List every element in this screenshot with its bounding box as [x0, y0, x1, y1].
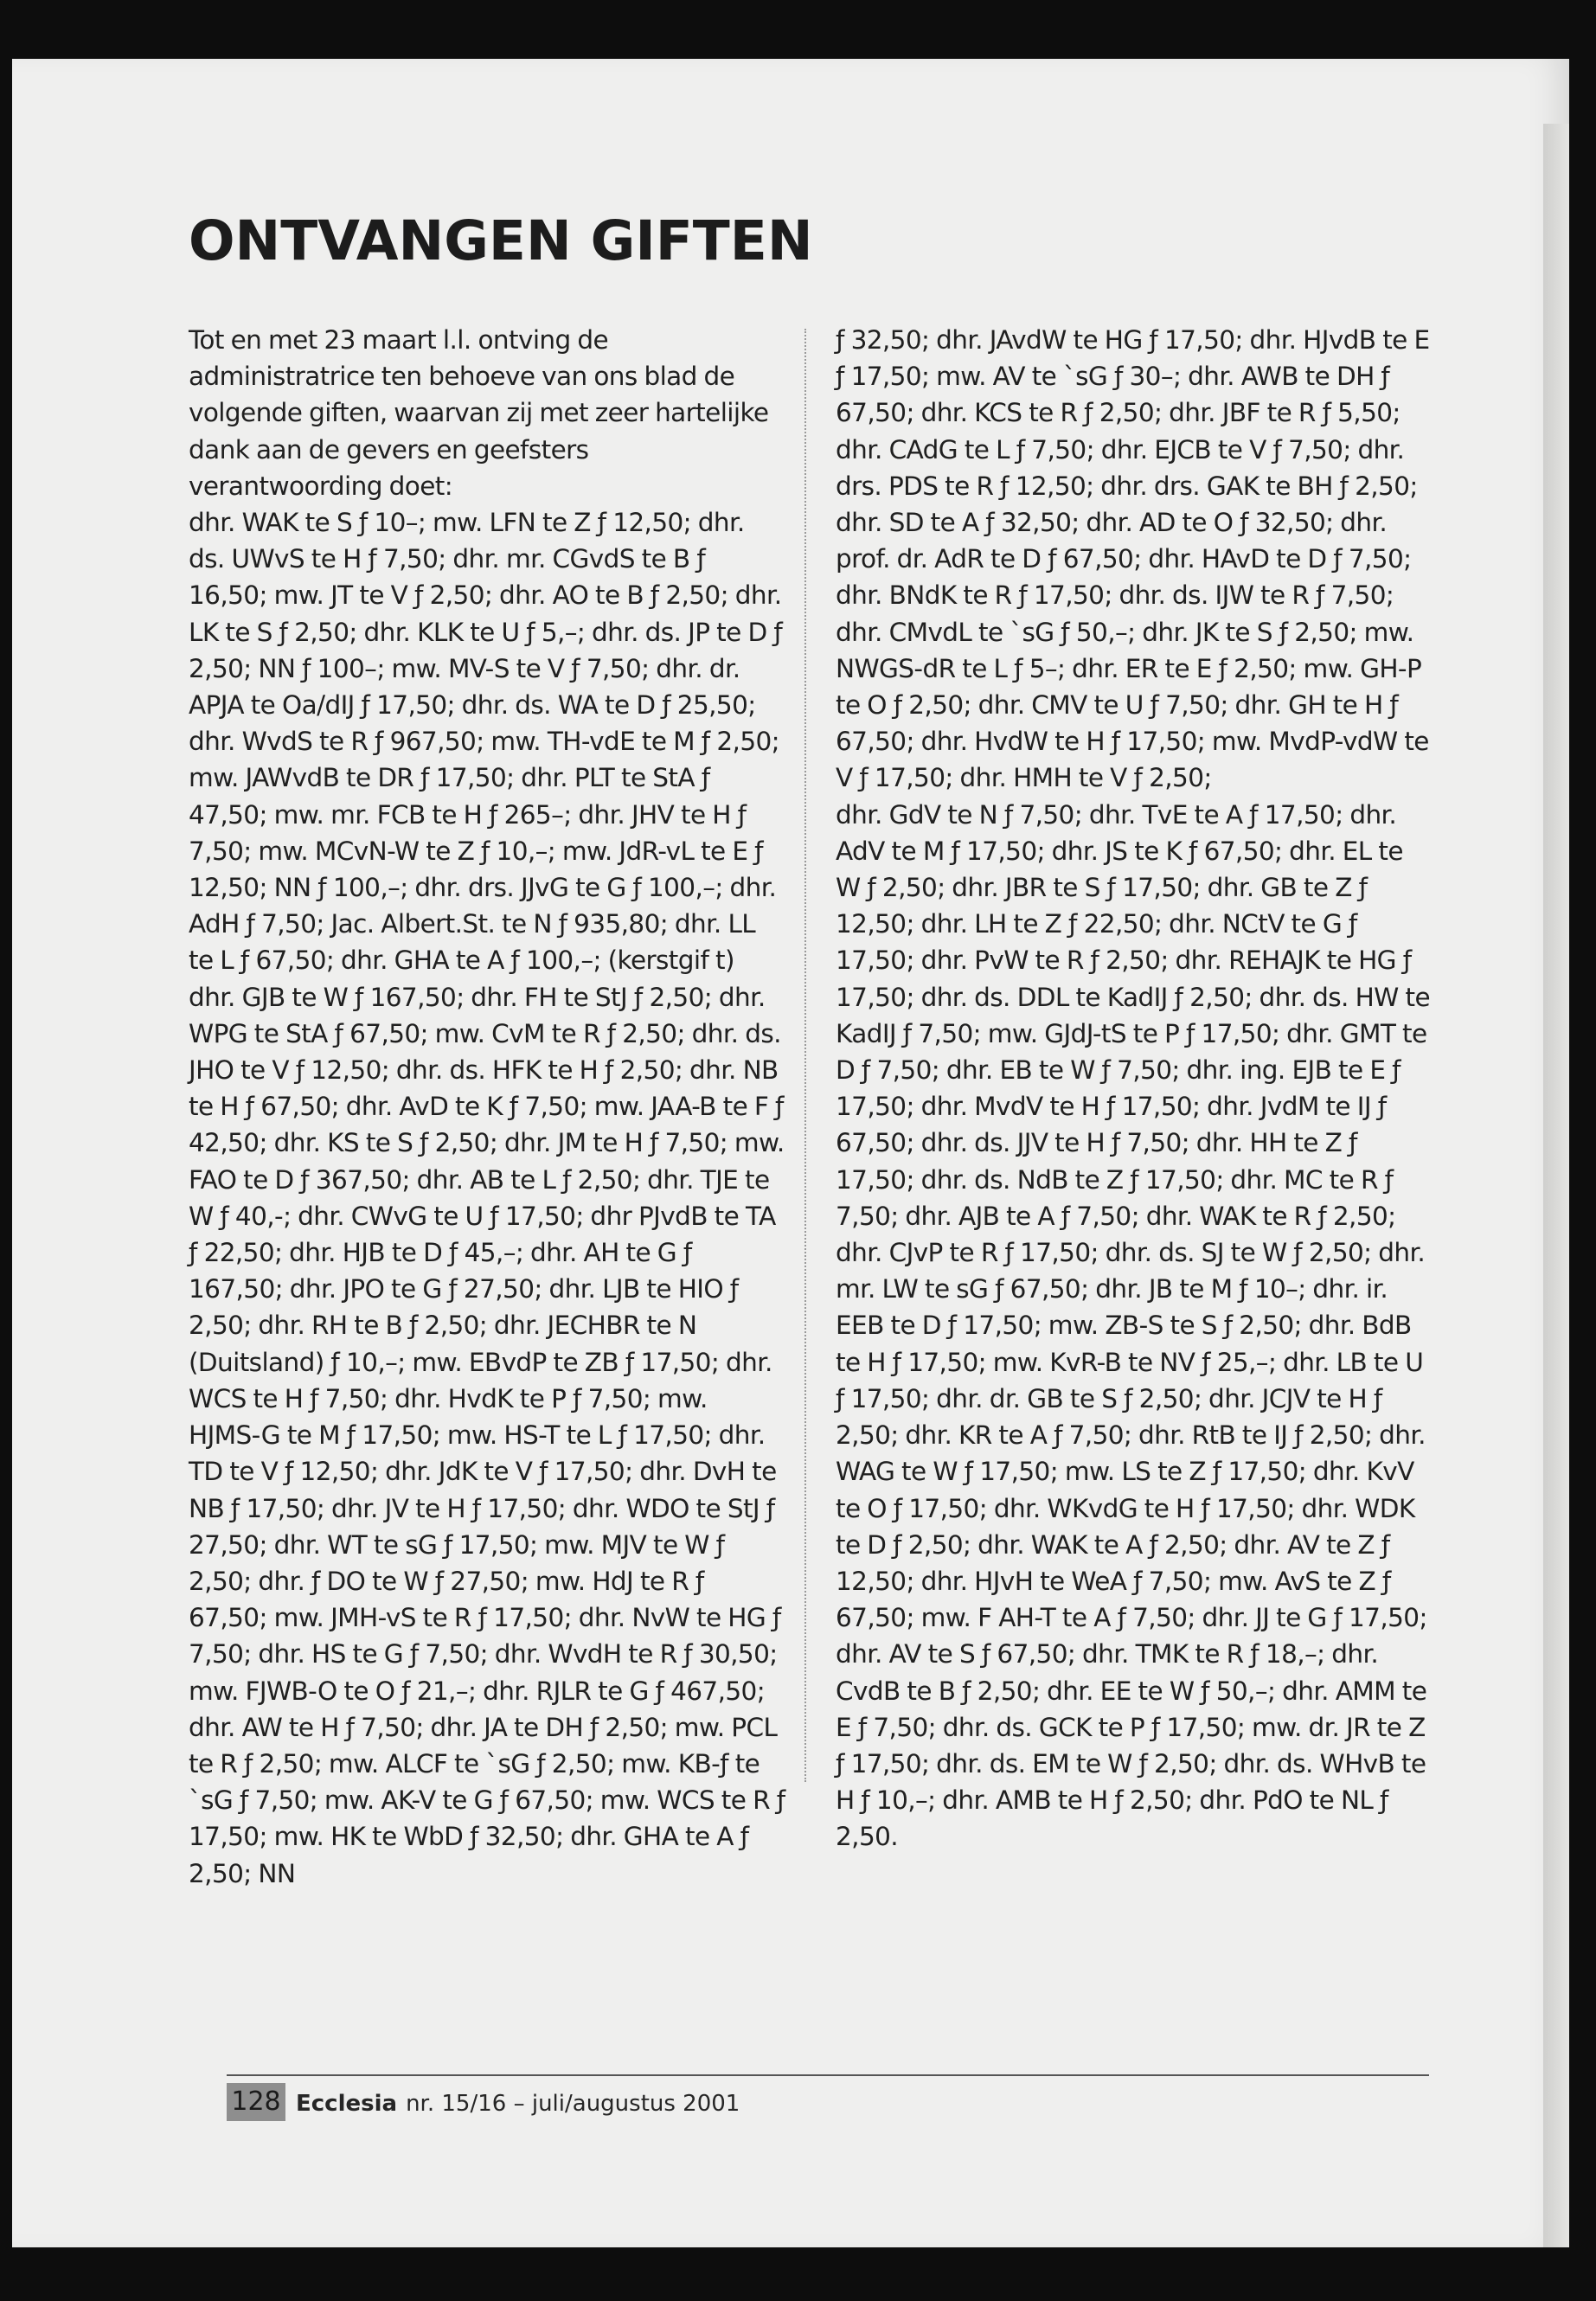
scan-border-bottom [0, 2247, 1596, 2301]
donations-list-right-1: ƒ 32,50; dhr. JAvdW te HG ƒ 17,50; dhr. HJvdB te E ƒ 17,50; mw. AV te `sG ƒ 30–; dhr. AWB te DH ƒ 67,50; dhr. KCS te R ƒ 2,50; dhr. JBF te R ƒ 5,50; dhr. CAdG te L ƒ 7,50; dhr. EJCB te V ƒ 7,50; dhr. drs. PDS te R ƒ 12,50; dhr. drs. GAK te BH ƒ 2,50; dhr. SD te A ƒ 32,50; dhr. AD te O ƒ 32,50; dhr. prof. dr. AdR te D ƒ 67,50; dhr. HAvD te D ƒ 7,50; dhr. BNdK te R ƒ 17,50; dhr. ds. IJW te R ƒ 7,50; dhr. CMvdL te `sG ƒ 50,–; dhr. JK te S ƒ 2,50; mw. NWGS-dR te L ƒ 5–; dhr. ER te E ƒ 2,50; mw. GH-P te O ƒ 2,50; dhr. CMV te U ƒ 7,50; dhr. GH te H ƒ 67,50; dhr. HvdW te H ƒ 17,50; mw. MvdP-vdW te V ƒ 17,50; dhr. HMH te V ƒ 2,50; [836, 325, 1430, 793]
donations-list-right-2: dhr. GdV te N ƒ 7,50; dhr. TvE te A ƒ 17,50; dhr. AdV te M ƒ 17,50; dhr. JS te K ƒ 67,50; dhr. EL te W ƒ 2,50; dhr. JBR te S ƒ 17,50; dhr. GB te Z ƒ 12,50; dhr. LH te Z ƒ 22,50; dhr. NCtV te G ƒ 17,50; dhr. PvW te R ƒ 2,50; dhr. REHAJK te HG ƒ 17,50; dhr. ds. DDL te KadIJ ƒ 2,50; dhr. ds. HW te KadIJ ƒ 7,50; mw. GJdJ-tS te P ƒ 17,50; dhr. GMT te D ƒ 7,50; dhr. EB te W ƒ 7,50; dhr. ing. EJB te E ƒ 17,50; dhr. MvdV te H ƒ 17,50; dhr. JvdM te IJ ƒ 67,50; dhr. ds. JJV te H ƒ 7,50; dhr. HH te Z ƒ 17,50; dhr. ds. NdB te Z ƒ 17,50; dhr. MC te R ƒ 7,50; dhr. AJB te A ƒ 7,50; dhr. WAK te R ƒ 2,50; dhr. CJvP te R ƒ 17,50; dhr. ds. SJ te W ƒ 2,50; dhr. mr. LW te sG ƒ 67,50; dhr. JB te M ƒ 10–; dhr. ir. EEB te D ƒ 17,50; mw. ZB-S te S ƒ 2,50; dhr. BdB te H ƒ 17,50; mw. KvR-B te NV ƒ 25,–; dhr. LB te U ƒ 17,50; dhr. dr. GB te S ƒ 2,50; dhr. JCJV te H ƒ 2,50; dhr. KR te A ƒ 7,50; dhr. RtB te IJ ƒ 2,50; dhr. WAG te W ƒ 17,50; mw. LS te Z ƒ 17,50; dhr. KvV te O ƒ 17,50; dhr. WKvdG te H ƒ 17,50; dhr. WDK te D ƒ 2,50; dhr. WAK te A ƒ 2,50; dhr. AV te Z ƒ 12,50; dhr. HJvH te WeA ƒ 7,50; mw. AvS te Z ƒ 67,50; mw. F AH-T te A ƒ 7,50; dhr. JJ te G ƒ 17,50; dhr. AV te S ƒ 67,50; dhr. TMK te R ƒ 18,–; dhr. CvdB te B ƒ 2,50; dhr. EE te W ƒ 50,–; dhr. AMM te E ƒ 7,50; dhr. ds. GCK te P ƒ 17,50; mw. dr. JR te Z ƒ 17,50; dhr. ds. EM te W ƒ 2,50; dhr. ds. WHvB te H ƒ 10,–; dhr. AMB te H ƒ 2,50; dhr. PdO te NL ƒ 2,50. [836, 799, 1431, 1852]
footer-caption [296, 2086, 740, 2121]
magazine-name: Ecclesia [296, 2091, 398, 2117]
left-column [189, 322, 785, 1892]
footer-rule [227, 2074, 1429, 2076]
column-divider [804, 329, 806, 1782]
page-number: 128 [227, 2083, 285, 2121]
donations-list-left: dhr. WAK te S ƒ 10–; mw. LFN te Z ƒ 12,50; dhr. ds. UWvS te H ƒ 7,50; dhr. mr. CGvdS te B ƒ 16,50; mw. JT te V ƒ 2,50; dhr. AO te B ƒ 2,50; dhr. LK te S ƒ 2,50; dhr. KLK te U ƒ 5,–; dhr. ds. JP te D ƒ 2,50; NN ƒ 100–; mw. MV-S te V ƒ 7,50; dhr. dr. APJA te Oa/dIJ ƒ 17,50; dhr. ds. WA te D ƒ 25,50; dhr. WvdS te R ƒ 967,50; mw. TH-vdE te M ƒ 2,50; mw. JAWvdB te DR ƒ 17,50; dhr. PLT te StA ƒ 47,50; mw. mr. FCB te H ƒ 265–; dhr. JHV te H ƒ 7,50; mw. MCvN-W te Z ƒ 10,–; mw. JdR-vL te E ƒ 12,50; NN ƒ 100,–; dhr. drs. JJvG te G ƒ 100,–; dhr. AdH ƒ 7,50; Jac. Albert.St. te N ƒ 935,80; dhr. LL te L ƒ 67,50; dhr. GHA te A ƒ 100,–; (kerstgif t) dhr. GJB te W ƒ 167,50; dhr. FH te StJ ƒ 2,50; dhr. WPG te StA ƒ 67,50; mw. CvM te R ƒ 2,50; dhr. ds. JHO te V ƒ 12,50; dhr. ds. HFK te H ƒ 2,50; dhr. NB te H ƒ 67,50; dhr. AvD te K ƒ 7,50; mw. JAA-B te F ƒ 42,50; dhr. KS te S ƒ 2,50; dhr. JM te H ƒ 7,50; mw. FAO te D ƒ 367,50; dhr. AB te L ƒ 2,50; dhr. TJE te W ƒ 40,-; dhr. CWvG te U ƒ 17,50; dhr PJvdB te TA ƒ 22,50; dhr. HJB te D ƒ 45,–; dhr. AH te G ƒ 167,50; dhr. JPO te G ƒ 27,50; dhr. LJB te HIO ƒ 2,50; dhr. RH te B ƒ 2,50; dhr. JECHBR te N (Duitsland) ƒ 10,–; mw. EBvdP te ZB ƒ 17,50; dhr. WCS te H ƒ 7,50; dhr. HvdK te P ƒ 7,50; mw. HJMS-G te M ƒ 17,50; mw. HS-T te L ƒ 17,50; dhr. TD te V ƒ 12,50; dhr. JdK te V ƒ 17,50; dhr. DvH te NB ƒ 17,50; dhr. JV te H ƒ 17,50; dhr. WDO te StJ ƒ 27,50; dhr. WT te sG ƒ 17,50; mw. MJV te W ƒ 2,50; dhr. ƒ DO te W ƒ 27,50; mw. HdJ te R ƒ 67,50; mw. JMH-vS te R ƒ 17,50; dhr. NvW te HG ƒ 7,50; dhr. HS te G ƒ 7,50; dhr. WvdH te R ƒ 30,50; mw. FJWB-O te O ƒ 21,–; dhr. RJLR te G ƒ 467,50; dhr. AW te H ƒ 7,50; dhr. JA te DH ƒ 2,50; mw. PCL te R ƒ 2,50; mw. ALCF te `sG ƒ 2,50; mw. KB-ƒ te `sG ƒ 7,50; mw. AK-V te G ƒ 67,50; mw. WCS te R ƒ 17,50; mw. HK te WbD ƒ 32,50; dhr. GHA te A ƒ 2,50; NN [189, 508, 785, 1888]
page-edge-shadow [1543, 124, 1569, 2299]
right-column [836, 322, 1433, 1856]
issue-info: nr. 15/16 – juli/augustus 2001 [406, 2091, 740, 2117]
intro-paragraph: Tot en met 23 maart l.l. ontving de administratrice ten behoeve van ons blad de volgende giften, waarvan zij met zeer hartelijke dank aan de gevers en geefsters verantwoording doet: [189, 325, 769, 501]
page-title: ONTVANGEN GIFTEN [189, 209, 813, 272]
